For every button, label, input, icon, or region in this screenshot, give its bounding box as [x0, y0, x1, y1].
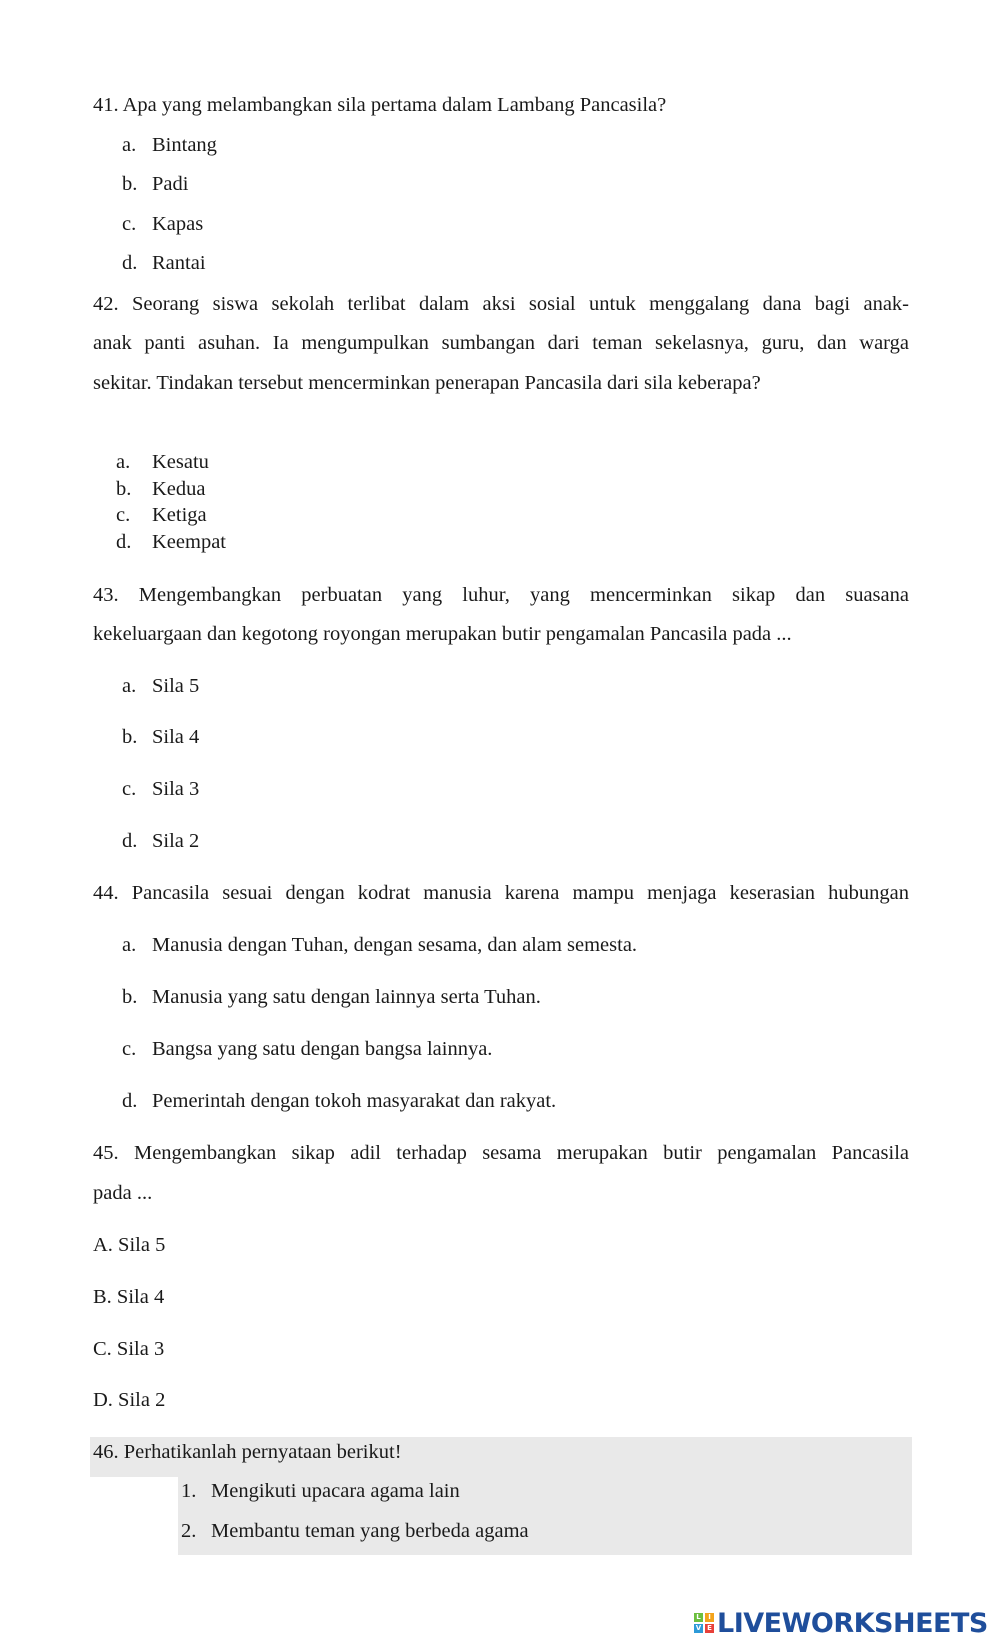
liveworksheets-logo: [694, 1609, 988, 1637]
option-text: Manusia yang satu dengan lainnya serta Tuhan.: [152, 986, 541, 1008]
q41-option-c[interactable]: [122, 212, 203, 236]
option-text: Ketiga: [152, 504, 207, 526]
option-letter: a.: [122, 675, 137, 697]
q43-option-c[interactable]: [122, 777, 199, 801]
q42-option-d[interactable]: [116, 530, 226, 554]
q43-option-b[interactable]: [122, 725, 199, 749]
option-letter: a.: [116, 451, 131, 473]
item-number: 1.: [181, 1480, 197, 1502]
option-letter: c.: [122, 778, 137, 800]
q45-option-a[interactable]: A. Sila 5: [93, 1234, 166, 1256]
q45-question-line-2: pada ...: [93, 1182, 153, 1204]
item-text: Mengikuti upacara agama lain: [211, 1480, 460, 1502]
q42-option-a[interactable]: [116, 450, 209, 474]
q44-question: 44. Pancasila sesuai dengan kodrat manusia karena mampu menjaga keserasian hubungan: [93, 882, 909, 904]
logo-text: LIVEWORKSHEETS: [717, 1607, 988, 1639]
item-number: 2.: [181, 1520, 197, 1542]
q42-option-c[interactable]: [116, 503, 207, 527]
option-letter: c.: [116, 504, 131, 526]
q44-option-d[interactable]: [122, 1089, 556, 1113]
option-text: Bangsa yang satu dengan bangsa lainnya.: [152, 1038, 493, 1060]
option-letter: d.: [122, 1090, 138, 1112]
logo-tile-e: E: [705, 1624, 714, 1633]
liveworksheets-logo-icon: [694, 1613, 714, 1633]
q45-option-c[interactable]: C. Sila 3: [93, 1338, 165, 1360]
q42-question-line-3: sekitar. Tindakan tersebut mencerminkan penerapan Pancasila dari sila keberapa?: [93, 372, 761, 394]
option-letter: d.: [116, 531, 132, 553]
q45-option-b[interactable]: B. Sila 4: [93, 1286, 165, 1308]
option-letter: d.: [122, 830, 138, 852]
q46-item-2: [181, 1519, 529, 1543]
option-text: Bintang: [152, 134, 217, 156]
option-letter: d.: [122, 252, 138, 274]
option-letter: b.: [122, 726, 138, 748]
q42-question-line-2: anak panti asuhan. Ia mengumpulkan sumbangan dari teman sekelasnya, guru, dan warga: [93, 332, 909, 354]
option-text: Kesatu: [152, 451, 209, 473]
option-text: Keempat: [152, 531, 226, 553]
q42-question-line-1: 42. Seorang siswa sekolah terlibat dalam aksi sosial untuk menggalang dana bagi anak-: [93, 293, 909, 315]
option-letter: c.: [122, 1038, 137, 1060]
option-letter: c.: [122, 213, 137, 235]
option-text: Pemerintah dengan tokoh masyarakat dan rakyat.: [152, 1090, 557, 1112]
option-letter: b.: [116, 478, 132, 500]
q45-question-line-1: 45. Mengembangkan sikap adil terhadap sesama merupakan butir pengamalan Pancasila: [93, 1142, 909, 1164]
option-letter: a.: [122, 934, 137, 956]
item-text: Membantu teman yang berbeda agama: [211, 1520, 529, 1542]
option-text: Manusia dengan Tuhan, dengan sesama, dan alam semesta.: [152, 934, 638, 956]
q43-question-line-2: kekeluargaan dan kegotong royongan merupakan butir pengamalan Pancasila pada ...: [93, 623, 792, 645]
option-letter: b.: [122, 986, 138, 1008]
q46-question: 46. Perhatikanlah pernyataan berikut!: [93, 1441, 402, 1463]
option-text: Kapas: [152, 213, 204, 235]
option-text: Padi: [152, 173, 189, 195]
option-text: Sila 4: [152, 726, 200, 748]
option-text: Sila 3: [152, 778, 200, 800]
q44-option-a[interactable]: [122, 933, 637, 957]
logo-tile-i: I: [705, 1613, 714, 1622]
q44-option-b[interactable]: [122, 985, 541, 1009]
option-text: Sila 5: [152, 675, 200, 697]
q43-option-a[interactable]: [122, 674, 199, 698]
q41-option-a[interactable]: [122, 133, 217, 157]
option-letter: b.: [122, 173, 138, 195]
q41-option-d[interactable]: [122, 251, 206, 275]
q45-option-d[interactable]: D. Sila 2: [93, 1389, 166, 1411]
q43-question-line-1: 43. Mengembangkan perbuatan yang luhur, yang mencerminkan sikap dan suasana: [93, 584, 909, 606]
logo-tile-l: L: [694, 1613, 703, 1622]
q46-item-1: [181, 1479, 460, 1503]
option-text: Kedua: [152, 478, 206, 500]
option-letter: a.: [122, 134, 137, 156]
option-text: Rantai: [152, 252, 206, 274]
q44-option-c[interactable]: [122, 1037, 492, 1061]
q42-option-b[interactable]: [116, 477, 206, 501]
q41-option-b[interactable]: [122, 172, 188, 196]
logo-tile-v: V: [695, 1624, 702, 1632]
q41-question: 41. Apa yang melambangkan sila pertama dalam Lambang Pancasila?: [93, 94, 667, 116]
option-text: Sila 2: [152, 830, 200, 852]
q43-option-d[interactable]: [122, 829, 199, 853]
